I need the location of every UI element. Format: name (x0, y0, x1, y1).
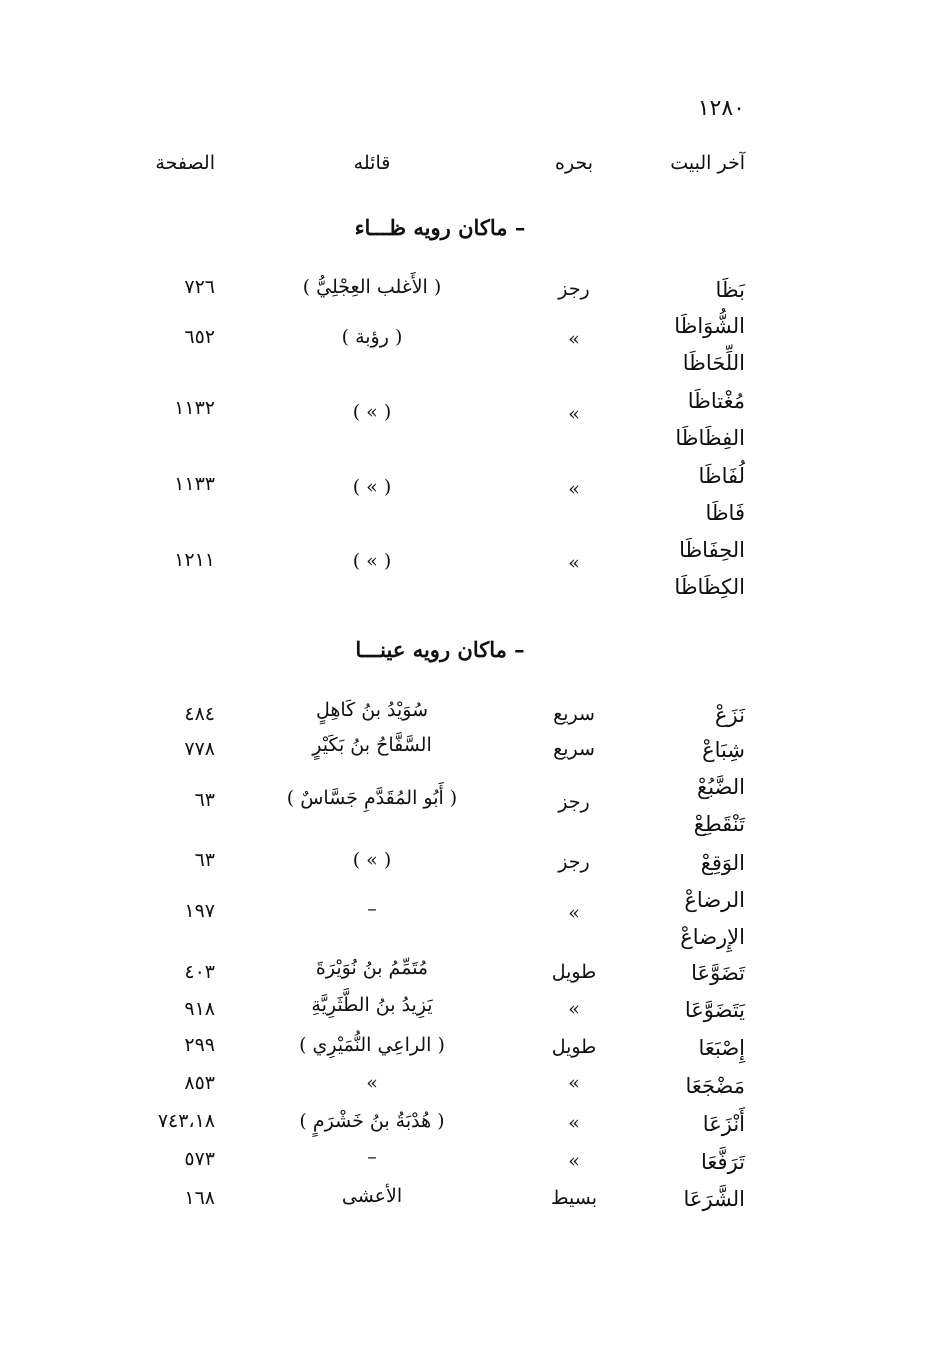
meter-cell: سريع (553, 703, 595, 725)
poet-cell: ( الراعِي النُّمَيْرِي ) (299, 1034, 445, 1056)
meter-cell: » (568, 1112, 580, 1134)
poet-cell: ( » ) (352, 476, 392, 498)
verse-end-word: تَرَفَّعَا (701, 1150, 745, 1174)
page-cell: ٤٠٣ (184, 961, 215, 983)
meter-cell: رجز (558, 791, 590, 813)
page-cell: ١١٣٢ (174, 397, 215, 419)
header-end-of-verse: آخر البيت (670, 152, 745, 174)
poet-cell: – (367, 898, 377, 920)
meter-cell: » (568, 1150, 580, 1172)
verse-end-word: فَاظَا (705, 501, 745, 525)
meter-cell: » (568, 902, 580, 924)
verse-end-word: مُغْتاظَا (687, 389, 745, 413)
verse-end-word: تَنْقَطِعْ (693, 812, 745, 836)
section-title-zaa: – ماكان رويه ظـــاء (354, 215, 526, 240)
meter-cell: » (568, 478, 580, 500)
meter-cell: طويل (551, 961, 597, 983)
meter-cell: بسيط (550, 1187, 598, 1209)
meter-cell: طويل (551, 1036, 597, 1058)
meter-cell: رجز (558, 278, 590, 300)
page-cell: ٦٥٢ (184, 326, 215, 348)
verse-end-word: بَظَا (715, 278, 745, 302)
verse-end-word: أَنْزَعَا (702, 1112, 745, 1136)
page-cell: ٢٩٩ (184, 1034, 215, 1056)
page-number: ١٢٨٠ (697, 96, 745, 121)
page-cell: ٨٥٣ (184, 1072, 215, 1094)
verse-end-word: الوَقِعْ (700, 851, 745, 875)
page-cell: ٧٢٦ (184, 276, 215, 298)
column-header-row (0, 152, 941, 182)
poet-cell: ( رؤبة ) (341, 326, 403, 348)
verse-end-word: لُفَاظَا (698, 464, 745, 488)
section-title-ayn: – ماكان رويه عينـــا (355, 637, 525, 662)
poet-cell: الأعشى (341, 1185, 403, 1207)
header-meter: بحره (555, 152, 593, 174)
page-cell: ٦٣ (194, 789, 215, 811)
poet-cell: » (366, 1072, 378, 1094)
page-cell: ٤٨٤ (184, 703, 215, 725)
header-page: الصفحة (155, 152, 215, 174)
verse-end-word: يَتَضَوَّعَا (684, 998, 745, 1022)
verse-end-word: اللِّحَاظَا (682, 351, 745, 375)
meter-cell: سريع (553, 738, 595, 760)
poet-cell: ( هُدْبَةُ بنُ خَشْرَمٍ ) (299, 1110, 445, 1132)
poet-cell: مُتَمِّمُ بنُ نُوَيْرَةَ (315, 957, 429, 979)
page-cell: ١٢١١ (174, 549, 215, 571)
meter-cell: » (568, 328, 580, 350)
meter-cell: رجز (558, 851, 590, 873)
poet-cell: سُوَيْدُ بنُ كَاهِلٍ (315, 699, 429, 721)
poet-cell: ( » ) (352, 401, 392, 423)
page-cell: ٧٧٨ (184, 738, 215, 760)
verse-end-word: الإِرضاعْ (680, 925, 745, 949)
poet-cell: ( » ) (352, 550, 392, 572)
verse-end-word: الكِظَاظَا (674, 575, 745, 599)
meter-cell: » (568, 403, 580, 425)
page-cell: ٧٤٣،١٨ (157, 1110, 215, 1132)
verse-end-word: إِصْبَعَا (698, 1036, 745, 1060)
verse-end-word: الفِظَاظَا (675, 426, 745, 450)
verse-end-word: نَزَعْ (715, 703, 745, 727)
poet-cell: ( أَبُو المُقَدَّمِ جَسَّاسٌ ) (286, 787, 458, 809)
page-cell: ٦٣ (194, 849, 215, 871)
verse-end-word: الحِفَاظَا (679, 538, 745, 562)
verse-end-word: مَضْجَعَا (685, 1074, 745, 1098)
meter-cell: » (568, 552, 580, 574)
page-cell: ٩١٨ (184, 998, 215, 1020)
verse-end-word: تَضَوَّعَا (691, 961, 745, 985)
page-cell: ٥٧٣ (184, 1148, 215, 1170)
verse-end-word: الشُّوَاظَا (674, 314, 745, 338)
page-cell: ١٦٨ (184, 1187, 215, 1209)
page-cell: ١١٣٣ (174, 473, 215, 495)
poet-cell: ( الأَغلب العِجْلِيُّ ) (302, 276, 442, 298)
meter-cell: » (568, 998, 580, 1020)
verse-end-word: الشَّرَعَا (683, 1187, 745, 1211)
meter-cell: » (568, 1072, 580, 1094)
verse-end-word: الضَّبُعْ (697, 775, 745, 799)
verse-end-word: شِبَاعْ (702, 738, 745, 762)
poet-cell: السَّفَّاحُ بنُ بَكَيْرٍ (312, 734, 432, 756)
page-cell: ١٩٧ (184, 900, 215, 922)
verse-end-word: الرضاعْ (684, 888, 745, 912)
header-poet: قائله (353, 152, 391, 174)
poet-cell: – (367, 1146, 377, 1168)
poet-cell: ( » ) (352, 849, 392, 871)
poet-cell: يَزِيدُ بنُ الطَّثَرِيَّةِ (311, 994, 433, 1016)
